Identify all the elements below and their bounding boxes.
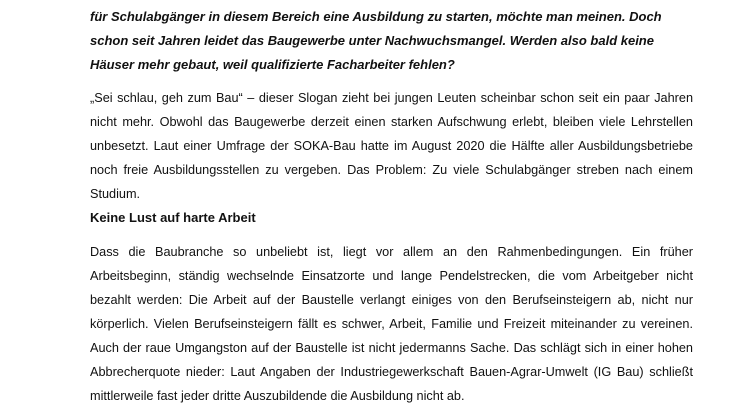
intro-line-3: Häuser mehr gebaut, weil qualifizierte Facharbeiter fehlen? — [90, 57, 455, 72]
paragraph-1: „Sei schlau, geh zum Bau“ – dieser Slogan zieht bei jungen Leuten scheinbar schon seit ein paar Jahren nicht mehr. Obwohl das Baugewerbe derzeit einen starken Aufschwung erlebt, bleiben viele Lehrstellen unbesetzt. Laut einer Umfrage der SOKA-Bau hatte im August 2020 die Hälfte aller Ausbildungsbetriebe noch freie Ausbildungsstellen zu vergeben. Das Problem: Zu viele Schulabgänger streben nach einem Studium. — [90, 91, 693, 201]
intro-line-1: für Schulabgänger in diesem Bereich eine Ausbildung zu starten, möchte man meinen. Doch — [90, 9, 662, 24]
section-heading: Keine Lust auf harte Arbeit — [90, 210, 256, 225]
paragraph-2: Dass die Baubranche so unbeliebt ist, liegt vor allem an den Rahmenbedingungen. Ein früher Arbeitsbeginn, ständig wechselnde Einsatzorte und lange Pendelstrecken, die vom Arbeitgeber nicht bezahlt werden: Die Arbeit auf der Baustelle verlangt einiges von den Berufseinsteigern ab, nicht nur körperlich. Vielen Berufseinsteigern fällt es schwer, Arbeit, Familie und Freizeit miteinander zu vereinen. Auch der raue Umgangston auf der Baustelle ist nicht jedermanns Sache. Das schlägt sich in einer hohen Abbrecherquote nieder: Laut Angaben der Industriegewerkschaft Bauen-Agrar-Umwelt (IG Bau) schließt mittlerweile fast jeder dritte Auszubildende die Ausbildung nicht ab. — [90, 245, 693, 403]
intro-line-2: schon seit Jahren leidet das Baugewerbe unter Nachwuchsmangel. Werden also bald keine — [90, 33, 654, 48]
